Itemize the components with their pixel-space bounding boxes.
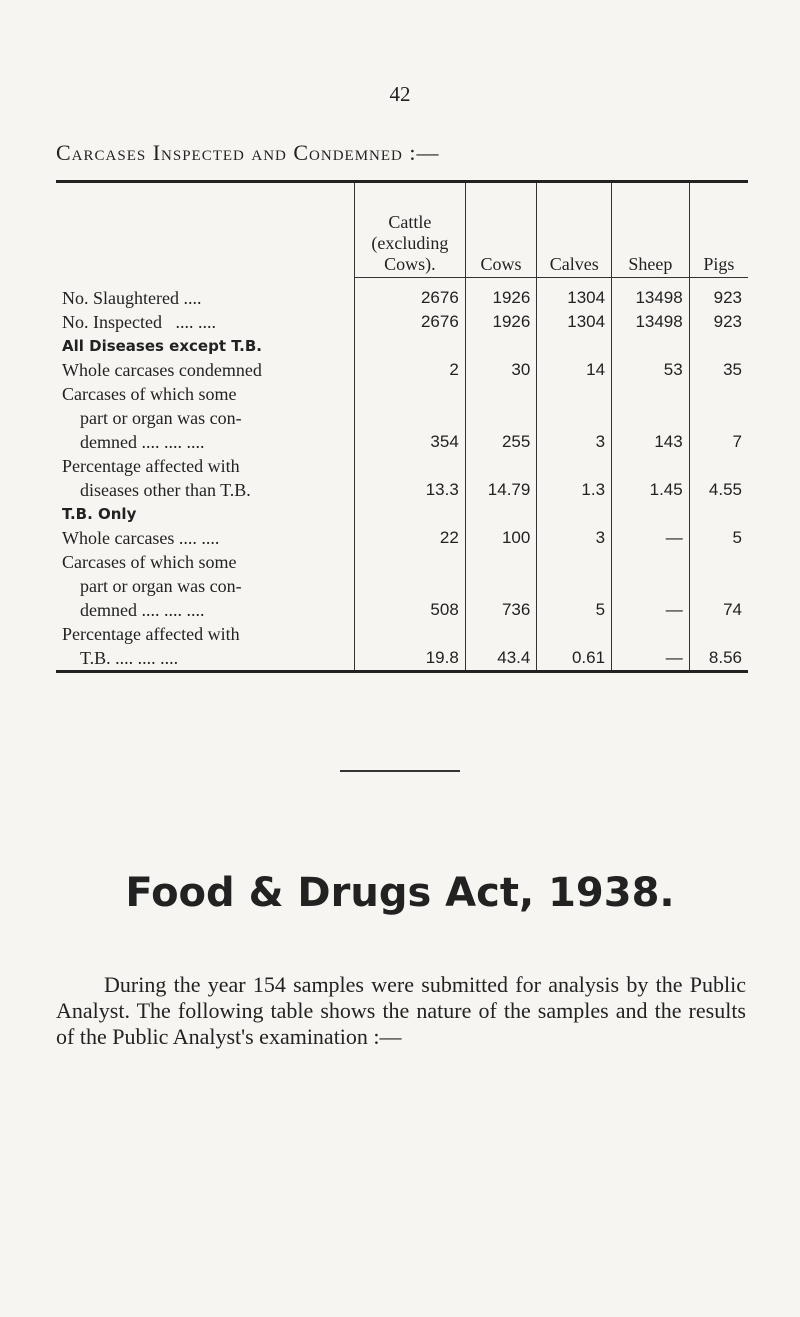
header-sheep: Sheep: [612, 182, 690, 278]
cell-pigs: 4.55: [689, 454, 748, 502]
row-label: No. Slaughtered ....: [62, 287, 202, 308]
cell-pigs: 35: [689, 358, 748, 382]
header-calves: Calves: [537, 182, 612, 278]
cell-pigs: 923: [689, 310, 748, 334]
page-number: 42: [389, 82, 411, 106]
table-row: [56, 622, 748, 672]
table-row: [56, 526, 748, 550]
cell-calves: 0.61: [537, 622, 612, 672]
cell-cattle: 22: [355, 526, 466, 550]
cell-sheep: —: [612, 526, 690, 550]
cell-pigs: 923: [689, 278, 748, 310]
cell-cows: 1926: [465, 310, 537, 334]
table-row: [56, 278, 748, 310]
cell-calves: 5: [537, 550, 612, 622]
intro-paragraph: During the year 154 samples were submitted for analysis by the Public Analyst. The following table shows the nature of the samples and the results of the Public Analyst's examination :—: [56, 972, 746, 1049]
cell-sheep: 13498: [612, 278, 690, 310]
cell-sheep: 53: [612, 358, 690, 382]
row-label: Carcases of which some part or organ was con- demned .... .... ....: [62, 383, 242, 452]
header-pigs: Pigs: [689, 182, 748, 278]
table-row: [56, 310, 748, 334]
divider-rule: [340, 770, 460, 772]
cell-sheep: —: [612, 550, 690, 622]
row-label: Percentage affected with T.B. .... .... ....: [62, 623, 240, 668]
cell-sheep: 1.45: [612, 454, 690, 502]
table-row: [56, 550, 748, 622]
cell-cattle: 13.3: [355, 454, 466, 502]
cell-cows: 736: [465, 550, 537, 622]
cell-sheep: —: [612, 622, 690, 672]
section-row-all-diseases: [56, 334, 748, 358]
cell-calves: 3: [537, 526, 612, 550]
cell-cattle: 2: [355, 358, 466, 382]
cell-cows: 255: [465, 382, 537, 454]
header-cattle-line3: Cows).: [384, 254, 436, 274]
header-cattle-line2: (excluding: [371, 233, 449, 253]
cell-cows: 100: [465, 526, 537, 550]
act-heading: Food & Drugs Act, 1938.: [125, 870, 675, 916]
header-blank: [56, 182, 355, 278]
cell-cows: 1926: [465, 278, 537, 310]
table-row: [56, 382, 748, 454]
cell-sheep: 13498: [612, 310, 690, 334]
header-cattle: [355, 182, 466, 278]
table-header-row: [56, 182, 748, 278]
cell-cattle: 508: [355, 550, 466, 622]
row-label: Whole carcases condemned: [62, 359, 262, 380]
cell-cows: 30: [465, 358, 537, 382]
cell-cows: 14.79: [465, 454, 537, 502]
cell-calves: 1304: [537, 310, 612, 334]
cell-cattle: 19.8: [355, 622, 466, 672]
cell-sheep: 143: [612, 382, 690, 454]
cell-pigs: 5: [689, 526, 748, 550]
carcases-table: [56, 180, 748, 673]
cell-pigs: 74: [689, 550, 748, 622]
cell-cattle: 2676: [355, 310, 466, 334]
row-label: Carcases of which some part or organ was con- demned .... .... ....: [62, 551, 242, 620]
cell-cows: 43.4: [465, 622, 537, 672]
cell-calves: 3: [537, 382, 612, 454]
header-cattle-line1: Cattle: [388, 212, 432, 232]
table-row: [56, 358, 748, 382]
cell-pigs: 7: [689, 382, 748, 454]
table-row: [56, 454, 748, 502]
cell-calves: 1304: [537, 278, 612, 310]
row-label: Whole carcases .... ....: [62, 527, 220, 548]
cell-calves: 1.3: [537, 454, 612, 502]
row-label: No. Inspected .... ....: [62, 311, 216, 332]
section-title: Carcases Inspected and Condemned :—: [56, 140, 440, 165]
cell-cattle: 2676: [355, 278, 466, 310]
header-cows: Cows: [465, 182, 537, 278]
section-label: All Diseases except T.B.: [62, 336, 263, 355]
section-row-tb-only: [56, 502, 748, 526]
section-label: T.B. Only: [62, 504, 137, 523]
cell-pigs: 8.56: [689, 622, 748, 672]
cell-cattle: 354: [355, 382, 466, 454]
row-label: Percentage affected with diseases other than T.B.: [62, 455, 251, 500]
cell-calves: 14: [537, 358, 612, 382]
